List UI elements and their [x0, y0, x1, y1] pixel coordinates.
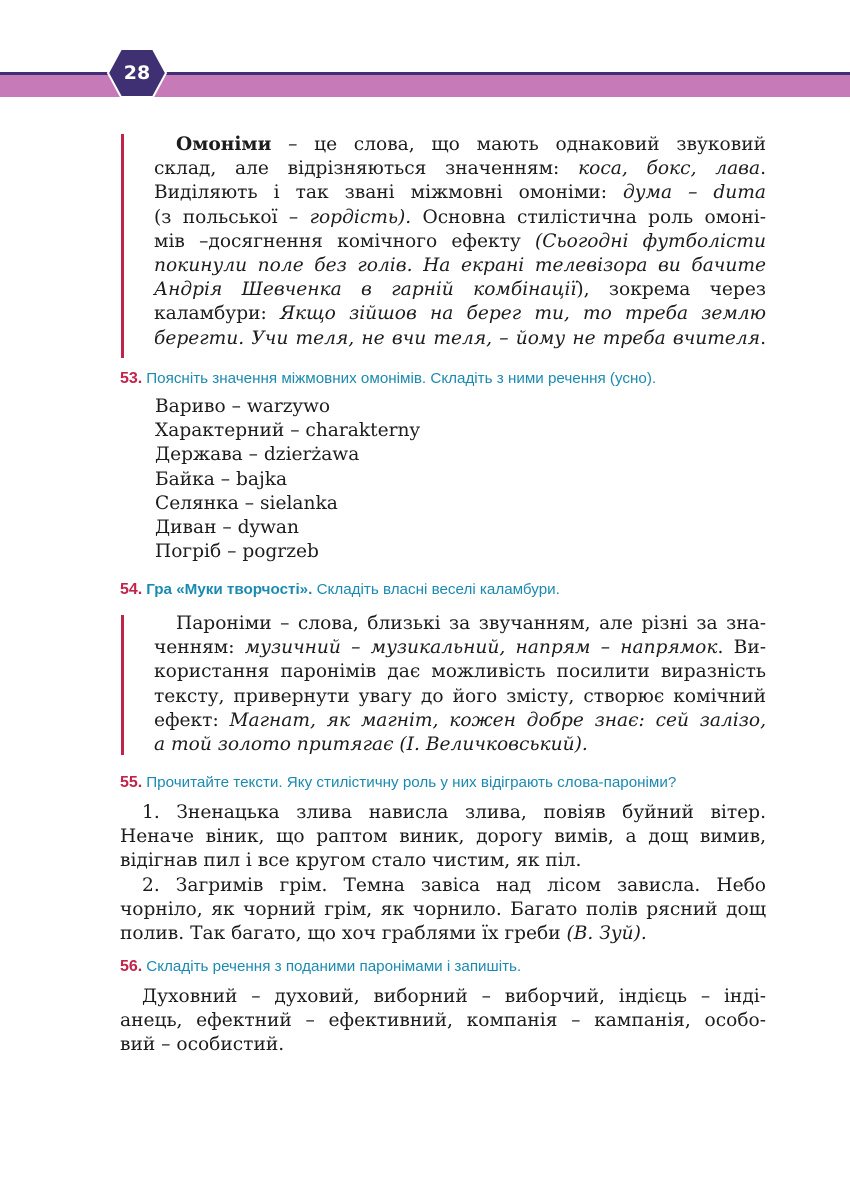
text-segment: Неначе віник, що раптом виник, дорогу вимів, а дощ вимив,	[120, 826, 766, 848]
text-segment: відігнав пил і все кругом стало чистим, як піл.	[120, 850, 582, 872]
text-line	[120, 1033, 766, 1057]
example-text: покинули поле без голів. На екрані телевізора ви бачите	[154, 255, 766, 277]
example-text: (В. Зуй).	[566, 923, 647, 945]
text-line	[120, 825, 766, 849]
word-pair: Вариво – warzywo	[155, 396, 331, 417]
text-line	[120, 1009, 766, 1033]
task-number: 53.	[120, 370, 143, 387]
homonym-word-list	[155, 395, 555, 564]
text-line	[120, 874, 766, 898]
word-pair: Байка – bajka	[155, 468, 288, 490]
text-line	[154, 636, 766, 660]
text-segment: (з польської –	[154, 206, 310, 228]
text-line	[120, 922, 766, 946]
example-text: Андрія Шевченка в гарній комбінації	[154, 279, 577, 301]
text-line	[120, 849, 766, 873]
text-segment: чорніло, як чорний грім, як чорнило. Багато полів рясний дощ	[120, 898, 766, 920]
text-segment: .	[760, 158, 766, 180]
task-text: Прочитайте тексти. Яку стилістичну роль у них відіграють слова-пароніми?	[146, 774, 677, 791]
text-segment: Духовний – духовий, виборний – виборчий, індієць – інді-	[142, 986, 766, 1007]
text-segment: каламбури:	[154, 303, 280, 325]
example-text: музичний – музикальний, напрям – напрямок	[244, 637, 718, 659]
text-segment: ченням:	[154, 637, 245, 659]
text-line	[154, 157, 766, 181]
text-segment: 2. Загримів грім. Темна завіса над лісом зависла. Небо	[142, 874, 766, 896]
text-line	[120, 985, 766, 1009]
task-53	[120, 370, 770, 388]
task-number: 55.	[120, 774, 143, 791]
task-56	[120, 958, 770, 976]
text-segment: Основна стилістична роль омоні-	[411, 206, 766, 228]
text-line	[154, 230, 766, 254]
example-text: Магнат, як магніт, кожен добре знає: сей залізо,	[229, 709, 766, 731]
example-text: а той золото притягає (І. Величковський).	[154, 734, 588, 756]
text-line	[154, 181, 766, 205]
text-segment: анець, ефектний – ефективний, компанія – кампанія, особо-	[120, 1010, 766, 1032]
text-segment: . Ви-	[717, 637, 767, 659]
text-segment: Виділяють і так звані міжмовні омоніми:	[154, 182, 623, 204]
text-line	[154, 133, 766, 157]
example-text: гордість).	[309, 206, 412, 228]
text-segment: тексту, привернути увагу до його змісту, створює комічний	[154, 685, 766, 707]
text-segment: полив. Так багато, що хоч граблями їх греби	[120, 923, 567, 945]
task-text: Складіть власні веселі каламбури.	[312, 581, 560, 598]
text-line	[154, 254, 766, 278]
paronyms-definition	[154, 612, 766, 757]
text-segment: вий – особистий.	[120, 1034, 285, 1056]
theory-rule-bar	[121, 134, 124, 358]
page-number: 28	[123, 62, 151, 84]
text-segment: Пароніми – слова, близькі за звучанням, але різні за зна-	[176, 613, 766, 634]
task-55	[120, 774, 770, 792]
example-text: дума – dиmа	[622, 182, 766, 204]
task-text: Поясніть значення міжмовних омонімів. Складіть з ними речення (усно).	[146, 370, 657, 387]
text-segment: склад, але відрізняються значенням:	[154, 158, 579, 180]
task-55-texts	[120, 801, 766, 946]
text-segment: ефект:	[154, 709, 230, 731]
task-game-title: Гра «Муки творчості».	[146, 581, 313, 598]
text-line	[154, 660, 766, 684]
theory-rule-bar	[121, 615, 124, 755]
text-line	[154, 302, 766, 326]
text-line	[154, 327, 766, 351]
text-segment: – це слова, що мають однаковий звуковий	[271, 134, 766, 155]
task-54	[120, 581, 770, 599]
text-line	[154, 685, 766, 709]
task-number: 56.	[120, 958, 143, 975]
text-line	[120, 898, 766, 922]
text-line	[154, 709, 766, 733]
text-segment: користання паронімів дає можливість посилити виразність	[154, 661, 766, 683]
text-line	[154, 278, 766, 302]
word-pair: Селянка – sielanka	[155, 492, 338, 514]
example-text: Якщо зійшов на берег ти, то треба землю	[279, 303, 766, 325]
text-line	[154, 612, 766, 636]
term: Омоніми	[176, 134, 272, 155]
word-pair: Диван – dywan	[155, 517, 299, 539]
text-segment: ), зокрема через	[576, 279, 766, 301]
word-pair: Характерний – charakterny	[155, 420, 420, 442]
text-line	[154, 733, 766, 757]
example-text: берегти. Учи теля, не вчи теля, – йому не треба вчителя	[154, 327, 761, 349]
text-segment: .	[760, 327, 766, 349]
text-line	[120, 801, 766, 825]
text-line	[154, 206, 766, 230]
task-56-paronyms	[120, 985, 766, 1058]
task-text: Складіть речення з поданими паронімами і запишіть.	[146, 958, 522, 975]
example-text: (Сьогодні футболісти	[535, 230, 766, 252]
example-text: коса, бокс, лава	[578, 158, 761, 180]
word-pair: Погріб – pogrzeb	[155, 541, 319, 563]
word-pair: Держава – dzierżawa	[155, 444, 360, 466]
homonyms-definition	[154, 133, 766, 351]
task-number: 54.	[120, 581, 143, 598]
text-segment: 1. Зненацька злива нависла злива, повіяв буйний вітер.	[142, 802, 766, 823]
text-segment: мів –досягнення комічного ефекту	[154, 230, 536, 252]
